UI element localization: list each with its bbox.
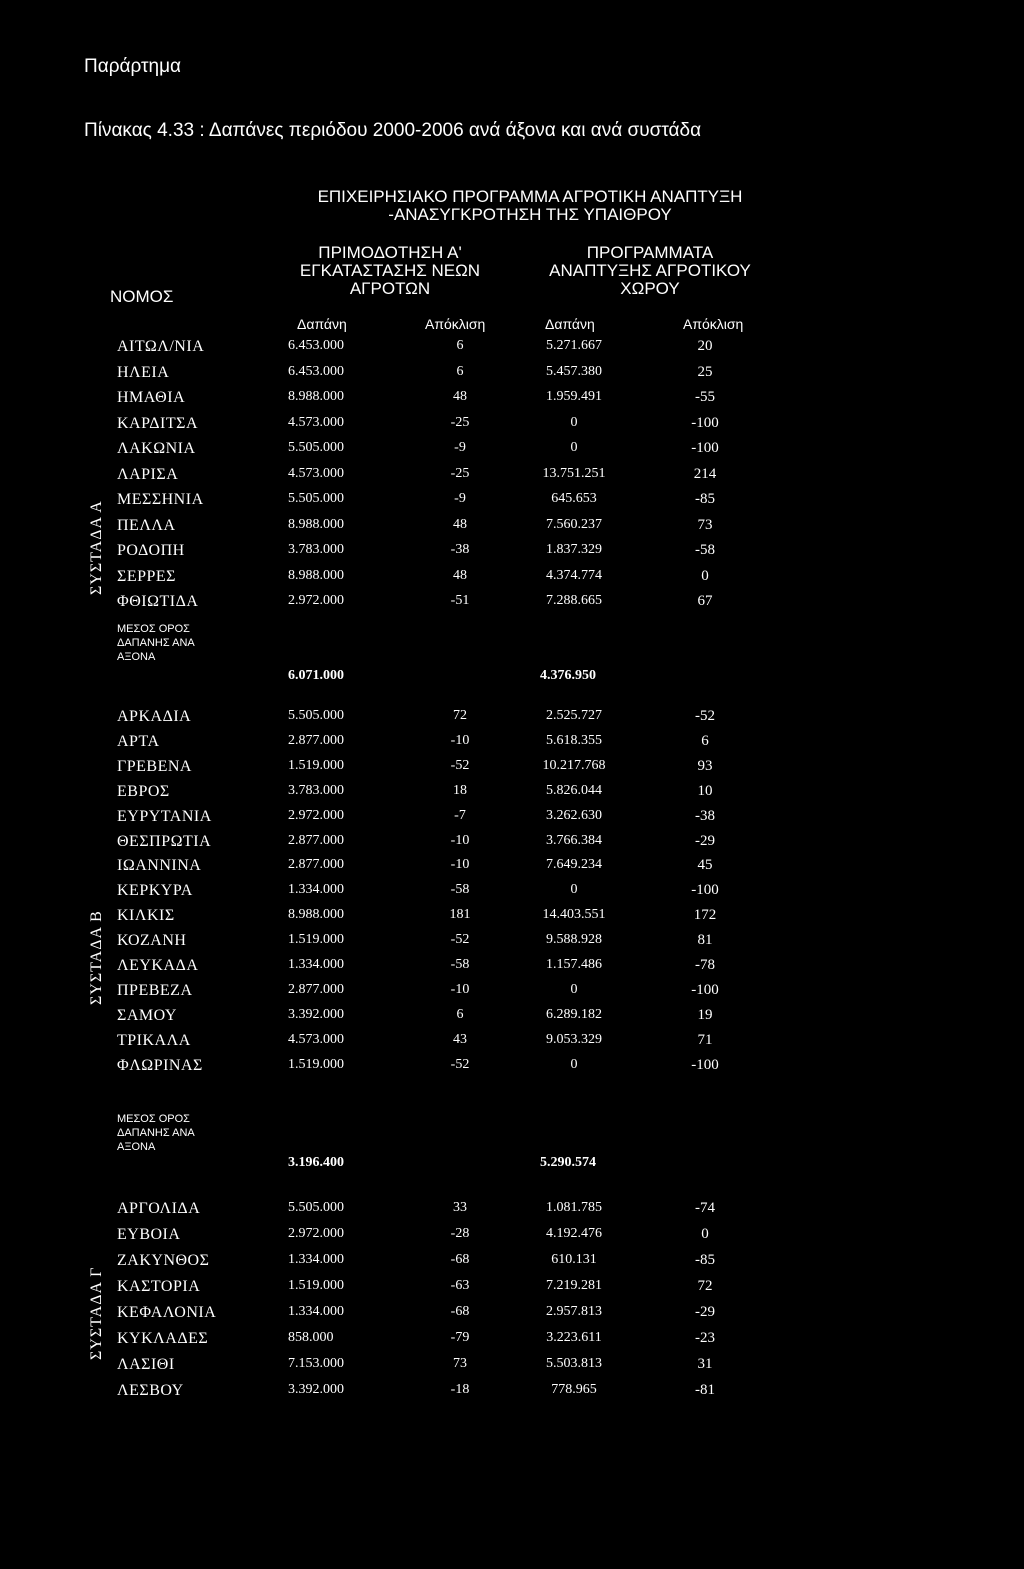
table-row bbox=[0, 1382, 1024, 1406]
prefecture-name: ΡΟΔΟΠΗ bbox=[117, 542, 185, 559]
deviation-rural-programs: 0 bbox=[701, 1226, 709, 1242]
average-cost-rural-programs: 4.376.950 bbox=[540, 668, 596, 683]
deviation-rural-programs: 25 bbox=[697, 363, 713, 380]
deviation-young-farmers: 181 bbox=[449, 907, 471, 923]
cost-young-farmers: 6.453.000 bbox=[288, 363, 344, 379]
prefecture-name: ΕΥΒΟΙΑ bbox=[117, 1226, 181, 1243]
cost-rural-programs: 5.826.044 bbox=[546, 782, 602, 798]
deviation-young-farmers: -52 bbox=[450, 932, 470, 948]
prefecture-name: ΑΡΚΑΔΙΑ bbox=[117, 708, 192, 725]
cost-rural-programs: 4.192.476 bbox=[546, 1226, 602, 1241]
program-header-line2: -ΑΝΑΣΥΓΚΡΟΤΗΣΗ ΤΗΣ ΥΠΑΙΘΡΟΥ bbox=[388, 204, 672, 224]
deviation-rural-programs: -55 bbox=[695, 389, 715, 405]
cost-rural-programs: 7.560.237 bbox=[546, 516, 602, 532]
deviation-rural-programs: -100 bbox=[691, 882, 719, 899]
deviation-young-farmers: -51 bbox=[450, 593, 470, 608]
prefecture-name: ΚΑΣΤΟΡΙΑ bbox=[117, 1278, 201, 1295]
prefecture-name: ΕΥΡΥΤΑΝΙΑ bbox=[117, 807, 212, 825]
deviation-young-farmers: -58 bbox=[450, 882, 470, 898]
cost-rural-programs: 610.131 bbox=[551, 1252, 597, 1267]
deviation-young-farmers: 72 bbox=[453, 708, 467, 723]
cost-rural-programs: 10.217.768 bbox=[542, 757, 606, 773]
table-row bbox=[0, 957, 1024, 981]
deviation-young-farmers: -9 bbox=[454, 491, 466, 506]
cost-young-farmers: 2.972.000 bbox=[288, 1226, 344, 1241]
program-header-line1: ΕΠΙΧΕΙΡΗΣΙΑΚΟ ΠΡΟΓΡΑΜΜΑ ΑΓΡΟΤΙΚΗ ΑΝΑΠΤΥΞΗ bbox=[317, 187, 743, 206]
cost-rural-programs: 4.374.774 bbox=[546, 567, 602, 583]
table-row bbox=[0, 1330, 1024, 1354]
deviation-young-farmers: -10 bbox=[450, 832, 470, 848]
deviation-rural-programs: -38 bbox=[695, 807, 715, 824]
cost-rural-programs: 5.457.380 bbox=[546, 363, 602, 379]
sub1-line2: ΕΓΚΑΤΑΣΤΑΣΗΣ ΝΕΩΝ bbox=[299, 260, 481, 280]
table-row bbox=[0, 568, 1024, 592]
prefecture-name: ΘΕΣΠΡΩΤΙΑ bbox=[117, 832, 212, 850]
cost-rural-programs: 3.262.630 bbox=[546, 807, 602, 823]
cost-young-farmers: 2.877.000 bbox=[288, 832, 344, 848]
deviation-rural-programs: 45 bbox=[697, 857, 713, 874]
cost-rural-programs: 5.503.813 bbox=[546, 1356, 602, 1371]
sub-header-rural-programs bbox=[520, 244, 780, 298]
deviation-rural-programs: -78 bbox=[695, 957, 715, 973]
table-row bbox=[0, 907, 1024, 931]
deviation-young-farmers: -25 bbox=[450, 414, 470, 430]
prefecture-name: ΛΕΥΚΑΔΑ bbox=[117, 957, 199, 974]
cost-young-farmers: 1.334.000 bbox=[288, 957, 344, 972]
deviation-young-farmers: -52 bbox=[450, 757, 470, 773]
prefecture-name: ΛΕΣΒΟΥ bbox=[117, 1382, 184, 1399]
table-row bbox=[0, 833, 1024, 857]
deviation-young-farmers: -68 bbox=[450, 1252, 470, 1267]
sub1-line3: ΑΓΡΟΤΩΝ bbox=[349, 278, 431, 298]
cost-young-farmers: 7.153.000 bbox=[288, 1356, 344, 1371]
table-row bbox=[0, 593, 1024, 617]
nomos-header: ΝΟΜΟΣ bbox=[110, 287, 174, 306]
deviation-rural-programs: 93 bbox=[697, 757, 713, 774]
cost-rural-programs: 7.288.665 bbox=[546, 593, 602, 608]
deviation-young-farmers: -52 bbox=[450, 1056, 470, 1072]
cost-rural-programs: 7.649.234 bbox=[546, 857, 602, 873]
cost-young-farmers: 3.392.000 bbox=[288, 1006, 344, 1022]
prefecture-name: ΗΛΕΙΑ bbox=[117, 363, 170, 381]
cluster-label: ΣΥΣΤΑΔΑ Γ bbox=[88, 1266, 105, 1360]
deviation-young-farmers: 33 bbox=[453, 1200, 467, 1215]
cost-young-farmers: 1.519.000 bbox=[288, 1056, 344, 1072]
table-row bbox=[0, 982, 1024, 1006]
deviation-rural-programs: -85 bbox=[695, 1252, 715, 1268]
sub-header-young-farmers bbox=[270, 244, 510, 298]
average-label-line1: ΜΕΣΟΣ ΟΡΟΣ bbox=[117, 623, 190, 635]
cost-rural-programs: 3.223.611 bbox=[546, 1330, 602, 1345]
cost-young-farmers: 4.573.000 bbox=[288, 1031, 344, 1047]
cost-young-farmers: 1.519.000 bbox=[288, 757, 344, 773]
table-row bbox=[0, 708, 1024, 732]
deviation-rural-programs: 19 bbox=[697, 1006, 713, 1023]
deviation-rural-programs: 72 bbox=[697, 1278, 713, 1294]
deviation-young-farmers: -9 bbox=[454, 440, 466, 455]
prefecture-name: ΛΑΣΙΘΙ bbox=[117, 1356, 175, 1373]
deviation-young-farmers: -25 bbox=[450, 465, 470, 481]
average-cost-young-farmers: 6.071.000 bbox=[288, 668, 344, 683]
prefecture-name: ΗΜΑΘΙΑ bbox=[117, 389, 186, 406]
cost-young-farmers: 3.392.000 bbox=[288, 1382, 344, 1397]
table-row bbox=[0, 491, 1024, 515]
cost-young-farmers: 8.988.000 bbox=[288, 516, 344, 532]
cost-young-farmers: 3.783.000 bbox=[288, 542, 344, 557]
deviation-rural-programs: -29 bbox=[695, 1304, 715, 1320]
deviation-rural-programs: 81 bbox=[697, 932, 713, 949]
deviation-young-farmers: 6 bbox=[456, 363, 464, 379]
table-row bbox=[0, 1032, 1024, 1056]
cost-rural-programs: 1.959.491 bbox=[546, 389, 602, 404]
deviation-rural-programs: -100 bbox=[691, 440, 719, 456]
cost-young-farmers: 5.505.000 bbox=[288, 491, 344, 506]
table-row bbox=[0, 1057, 1024, 1081]
deviation-rural-programs: -100 bbox=[691, 414, 719, 431]
cost-rural-programs: 0 bbox=[570, 981, 578, 997]
average-label-line3: ΑΞΟΝΑ bbox=[117, 1141, 156, 1153]
sub1-line1: ΠΡΙΜΟΔΟΤΗΣΗ Α' bbox=[318, 243, 462, 262]
average-label-line2: ΔΑΠΑΝΗΣ ΑΝΑ bbox=[117, 1127, 195, 1139]
cost-young-farmers: 1.519.000 bbox=[288, 1278, 344, 1293]
cost-young-farmers: 2.877.000 bbox=[288, 981, 344, 997]
col-header-deviation-2: Απόκλιση bbox=[683, 316, 744, 332]
average-cost-rural-programs: 5.290.574 bbox=[540, 1155, 596, 1170]
deviation-rural-programs: 10 bbox=[697, 782, 713, 799]
col-header-cost-1: Δαπάνη bbox=[297, 316, 347, 332]
cost-young-farmers: 2.972.000 bbox=[288, 593, 344, 608]
cost-rural-programs: 2.957.813 bbox=[546, 1304, 602, 1319]
table-row bbox=[0, 440, 1024, 464]
deviation-young-farmers: 18 bbox=[453, 782, 467, 798]
cost-rural-programs: 5.271.667 bbox=[546, 338, 602, 353]
table-row bbox=[0, 733, 1024, 757]
table-row bbox=[0, 882, 1024, 906]
prefecture-name: ΚΙΛΚΙΣ bbox=[117, 907, 175, 925]
cost-rural-programs: 14.403.551 bbox=[542, 907, 606, 923]
average-label bbox=[117, 622, 195, 664]
cost-young-farmers: 8.988.000 bbox=[288, 389, 344, 404]
appendix-title: Παράρτημα bbox=[84, 56, 182, 77]
deviation-rural-programs: 214 bbox=[693, 465, 717, 482]
deviation-rural-programs: -52 bbox=[695, 708, 715, 724]
cluster-label: ΣΥΣΤΑΔΑ Β bbox=[88, 910, 105, 1005]
deviation-rural-programs: -29 bbox=[695, 832, 715, 849]
cost-rural-programs: 9.588.928 bbox=[546, 932, 602, 948]
table-row bbox=[0, 783, 1024, 807]
cost-rural-programs: 0 bbox=[570, 1056, 578, 1072]
sub2-line1: ΠΡΟΓΡΑΜΜΑΤΑ bbox=[586, 243, 714, 262]
col-header-cost-2: Δαπάνη bbox=[545, 316, 595, 332]
deviation-young-farmers: -68 bbox=[450, 1304, 470, 1319]
table-row bbox=[0, 1304, 1024, 1328]
cost-young-farmers: 858.000 bbox=[288, 1330, 334, 1345]
cost-rural-programs: 0 bbox=[570, 882, 578, 898]
average-label bbox=[117, 1112, 195, 1154]
cost-rural-programs: 7.219.281 bbox=[546, 1278, 602, 1293]
prefecture-name: ΦΛΩΡΙΝΑΣ bbox=[117, 1056, 203, 1074]
table-row bbox=[0, 338, 1024, 362]
prefecture-name: ΠΕΛΛΑ bbox=[117, 516, 176, 534]
deviation-rural-programs: -85 bbox=[695, 491, 715, 507]
cost-rural-programs: 2.525.727 bbox=[546, 708, 602, 723]
cost-rural-programs: 0 bbox=[570, 440, 578, 455]
prefecture-name: ΚΕΡΚΥΡΑ bbox=[117, 882, 193, 900]
average-cost-young-farmers: 3.196.400 bbox=[288, 1155, 344, 1170]
col-header-deviation-1: Απόκλιση bbox=[425, 316, 486, 332]
deviation-rural-programs: 0 bbox=[701, 567, 709, 584]
average-label-line2: ΔΑΠΑΝΗΣ ΑΝΑ bbox=[117, 637, 195, 649]
deviation-young-farmers: 6 bbox=[456, 1006, 464, 1022]
deviation-young-farmers: 48 bbox=[453, 389, 467, 404]
cost-rural-programs: 13.751.251 bbox=[542, 465, 606, 481]
cost-rural-programs: 1.081.785 bbox=[546, 1200, 602, 1215]
cost-young-farmers: 6.453.000 bbox=[288, 338, 344, 353]
deviation-young-farmers: 48 bbox=[453, 516, 467, 532]
table-row bbox=[0, 466, 1024, 490]
deviation-young-farmers: 43 bbox=[453, 1031, 467, 1047]
deviation-young-farmers: -79 bbox=[450, 1330, 470, 1345]
deviation-rural-programs: -100 bbox=[691, 981, 719, 998]
prefecture-name: ΣΑΜΟΥ bbox=[117, 1006, 177, 1024]
cost-young-farmers: 4.573.000 bbox=[288, 465, 344, 481]
table-row bbox=[0, 1278, 1024, 1302]
cost-young-farmers: 1.334.000 bbox=[288, 1252, 344, 1267]
table-row bbox=[0, 1252, 1024, 1276]
prefecture-name: ΑΡΓΟΛΙΔΑ bbox=[117, 1200, 201, 1217]
prefecture-name: ΛΑΚΩΝΙΑ bbox=[117, 440, 196, 457]
sub2-line2: ΑΝΑΠΤΥΞΗΣ ΑΓΡΟΤΙΚΟΥ bbox=[549, 260, 751, 280]
prefecture-name: ΖΑΚΥΝΘΟΣ bbox=[117, 1252, 210, 1269]
deviation-young-farmers: 6 bbox=[456, 338, 464, 353]
prefecture-name: ΕΒΡΟΣ bbox=[117, 782, 170, 800]
cost-rural-programs: 0 bbox=[570, 414, 578, 430]
deviation-young-farmers: -10 bbox=[450, 732, 470, 748]
deviation-young-farmers: 73 bbox=[453, 1356, 467, 1371]
table-row bbox=[0, 517, 1024, 541]
deviation-rural-programs: 73 bbox=[697, 516, 713, 533]
deviation-young-farmers: -28 bbox=[450, 1226, 470, 1241]
prefecture-name: ΚΕΦΑΛΟΝΙΑ bbox=[117, 1304, 217, 1321]
sub2-line3: ΧΩΡΟΥ bbox=[620, 278, 680, 298]
cost-young-farmers: 1.334.000 bbox=[288, 1304, 344, 1319]
deviation-young-farmers: -7 bbox=[454, 807, 466, 823]
deviation-young-farmers: 48 bbox=[453, 567, 467, 583]
deviation-rural-programs: -81 bbox=[695, 1382, 715, 1398]
cost-young-farmers: 2.972.000 bbox=[288, 807, 344, 823]
deviation-young-farmers: -63 bbox=[450, 1278, 470, 1293]
prefecture-name: ΚΟΖΑΝΗ bbox=[117, 932, 187, 950]
prefecture-name: ΛΑΡΙΣΑ bbox=[117, 465, 179, 483]
cost-rural-programs: 778.965 bbox=[551, 1382, 597, 1397]
deviation-rural-programs: -74 bbox=[695, 1200, 715, 1216]
table-row bbox=[0, 758, 1024, 782]
table-row bbox=[0, 542, 1024, 566]
deviation-young-farmers: -10 bbox=[450, 857, 470, 873]
deviation-rural-programs: 6 bbox=[701, 732, 709, 749]
table-row bbox=[0, 389, 1024, 413]
cost-rural-programs: 5.618.355 bbox=[546, 732, 602, 748]
cost-young-farmers: 2.877.000 bbox=[288, 857, 344, 873]
deviation-rural-programs: 31 bbox=[697, 1356, 713, 1372]
table-row bbox=[0, 857, 1024, 881]
cost-young-farmers: 8.988.000 bbox=[288, 567, 344, 583]
cost-young-farmers: 4.573.000 bbox=[288, 414, 344, 430]
deviation-rural-programs: 20 bbox=[697, 338, 713, 354]
deviation-rural-programs: -100 bbox=[691, 1056, 719, 1073]
cost-rural-programs: 645.653 bbox=[551, 491, 597, 506]
average-label-line1: ΜΕΣΟΣ ΟΡΟΣ bbox=[117, 1113, 190, 1125]
prefecture-name: ΑΙΤΩΛ/ΝΙΑ bbox=[117, 338, 205, 355]
cost-young-farmers: 2.877.000 bbox=[288, 732, 344, 748]
prefecture-name: ΚΑΡΔΙΤΣΑ bbox=[117, 414, 199, 432]
prefecture-name: ΜΕΣΣΗΝΙΑ bbox=[117, 491, 204, 508]
table-row bbox=[0, 364, 1024, 388]
cost-rural-programs: 1.157.486 bbox=[546, 957, 602, 972]
prefecture-name: ΙΩΑΝΝΙΝΑ bbox=[117, 857, 202, 875]
cost-young-farmers: 5.505.000 bbox=[288, 708, 344, 723]
cost-young-farmers: 8.988.000 bbox=[288, 907, 344, 923]
table-row bbox=[0, 1007, 1024, 1031]
cost-rural-programs: 9.053.329 bbox=[546, 1031, 602, 1047]
deviation-rural-programs: 172 bbox=[693, 907, 717, 924]
cost-young-farmers: 5.505.000 bbox=[288, 1200, 344, 1215]
deviation-young-farmers: -58 bbox=[450, 957, 470, 972]
table-row bbox=[0, 932, 1024, 956]
prefecture-name: ΦΘΙΩΤΙΔΑ bbox=[117, 593, 199, 610]
prefecture-name: ΓΡΕΒΕΝΑ bbox=[117, 757, 192, 775]
cost-young-farmers: 3.783.000 bbox=[288, 782, 344, 798]
table-row bbox=[0, 1226, 1024, 1250]
prefecture-name: ΤΡΙΚΑΛΑ bbox=[117, 1031, 191, 1049]
table-row bbox=[0, 415, 1024, 439]
deviation-young-farmers: -38 bbox=[450, 542, 470, 557]
deviation-rural-programs: -23 bbox=[695, 1330, 715, 1346]
prefecture-name: ΠΡΕΒΕΖΑ bbox=[117, 981, 193, 999]
cost-rural-programs: 6.289.182 bbox=[546, 1006, 602, 1022]
cost-young-farmers: 5.505.000 bbox=[288, 440, 344, 455]
cluster-label: ΣΥΣΤΑΔΑ Α bbox=[88, 500, 105, 595]
deviation-young-farmers: -10 bbox=[450, 981, 470, 997]
deviation-rural-programs: 67 bbox=[697, 593, 713, 609]
table-row bbox=[0, 1200, 1024, 1224]
cost-rural-programs: 3.766.384 bbox=[546, 832, 602, 848]
table-row bbox=[0, 1356, 1024, 1380]
table-row bbox=[0, 808, 1024, 832]
cost-young-farmers: 1.519.000 bbox=[288, 932, 344, 948]
average-label-line3: ΑΞΟΝΑ bbox=[117, 651, 156, 663]
table-caption: Πίνακας 4.33 : Δαπάνες περιόδου 2000-2006 ανά άξονα και ανά συστάδα bbox=[84, 120, 702, 141]
program-header bbox=[270, 188, 790, 224]
cost-rural-programs: 1.837.329 bbox=[546, 542, 602, 557]
prefecture-name: ΚΥΚΛΑΔΕΣ bbox=[117, 1330, 209, 1347]
prefecture-name: ΑΡΤΑ bbox=[117, 732, 160, 750]
prefecture-name: ΣΕΡΡΕΣ bbox=[117, 567, 176, 585]
cost-young-farmers: 1.334.000 bbox=[288, 882, 344, 898]
deviation-young-farmers: -18 bbox=[450, 1382, 470, 1397]
deviation-rural-programs: -58 bbox=[695, 542, 715, 558]
deviation-rural-programs: 71 bbox=[697, 1031, 713, 1048]
